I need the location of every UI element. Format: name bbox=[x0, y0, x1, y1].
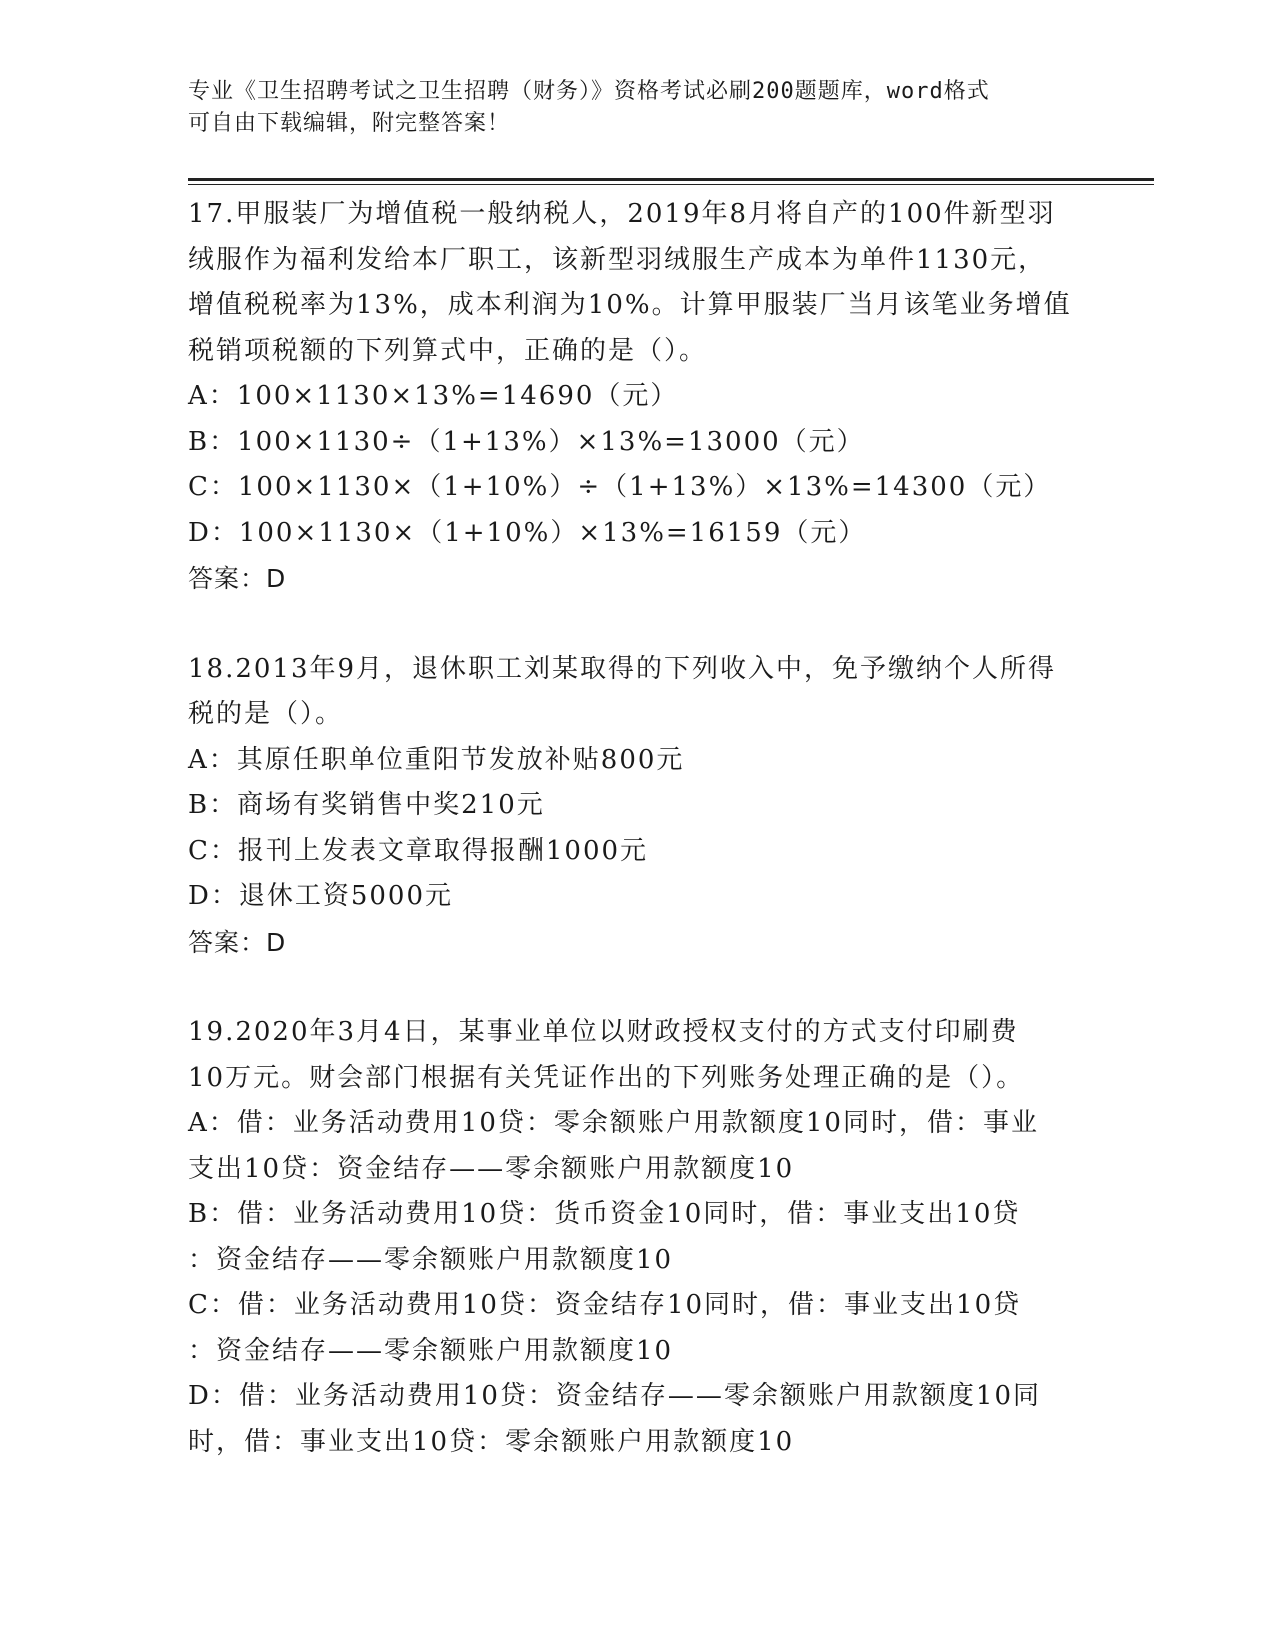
question-list bbox=[188, 192, 1088, 1465]
question-stem-line: 18.2013年9月，退休职工刘某取得的下列收入中，免予缴纳个人所得 bbox=[188, 653, 1057, 684]
option-d: D：100×1130×（1+10%）×13%=16159（元） bbox=[188, 517, 867, 548]
question-spacer bbox=[188, 602, 1088, 647]
option-b-continued: ：资金结存——零余额账户用款额度10 bbox=[188, 1244, 674, 1275]
option-b: B：商场有奖销售中奖210元 bbox=[188, 790, 545, 820]
option-b: B：100×1130÷（1+13%）×13%=13000（元） bbox=[188, 426, 865, 457]
question-stem-line: 增值税税率为13%，成本利润为10%。计算甲服装厂当月该笔业务增值 bbox=[188, 290, 1072, 320]
question-stem-line: 10万元。财会部门根据有关凭证作出的下列账务处理正确的是（）。 bbox=[188, 1062, 1025, 1093]
question-18 bbox=[188, 647, 1088, 966]
option-c: C：100×1130×（1+10%）÷（1+13%）×13%=14300（元） bbox=[188, 472, 1052, 502]
option-b: B：借：业务活动费用10贷：货币资金10同时，借：事业支出10贷 bbox=[188, 1199, 1021, 1229]
header-line-2: 可自由下载编辑，附完整答案！ bbox=[188, 111, 511, 136]
option-d: D：借：业务活动费用10贷：资金结存——零余额账户用款额度10同 bbox=[188, 1381, 1042, 1411]
header-divider-thin bbox=[188, 184, 1154, 185]
option-a: A：其原任职单位重阳节发放补贴800元 bbox=[188, 744, 685, 775]
document-header bbox=[188, 76, 1088, 140]
option-c: C：报刊上发表文章取得报酬1000元 bbox=[188, 835, 649, 866]
header-divider-thick bbox=[188, 178, 1154, 181]
option-a-continued: 支出10贷：资金结存——零余额账户用款额度10 bbox=[188, 1153, 795, 1184]
option-a: A：100×1130×13%=14690（元） bbox=[188, 381, 679, 411]
answer-label: 答案：D bbox=[188, 927, 287, 957]
question-stem-line: 税的是（）。 bbox=[188, 699, 344, 729]
option-a: A：借：业务活动费用10贷：零余额账户用款额度10同时，借：事业 bbox=[188, 1108, 1039, 1138]
option-d-continued: 时，借：事业支出10贷：零余额账户用款额度10 bbox=[188, 1426, 795, 1457]
answer-label: 答案：D bbox=[188, 564, 287, 593]
question-stem-line: 税销项税额的下列算式中，正确的是（）。 bbox=[188, 335, 708, 366]
option-d: D：退休工资5000元 bbox=[188, 881, 454, 911]
option-c-continued: ：资金结存——零余额账户用款额度10 bbox=[188, 1335, 674, 1366]
question-stem-line: 17.甲服装厂为增值税一般纳税人，2019年8月将自产的100件新型羽 bbox=[188, 199, 1056, 229]
option-c: C：借：业务活动费用10贷：资金结存10同时，借：事业支出10贷 bbox=[188, 1290, 1022, 1320]
question-17 bbox=[188, 192, 1088, 602]
header-line-1: 专业《卫生招聘考试之卫生招聘（财务）》资格考试必刷200题题库，word格式 bbox=[188, 79, 990, 104]
question-stem-line: 绒服作为福利发给本厂职工，该新型羽绒服生产成本为单件1130元， bbox=[188, 244, 1047, 275]
question-stem-line: 19.2020年3月4日，某事业单位以财政授权支付的方式支付印刷费 bbox=[188, 1017, 1019, 1047]
question-spacer bbox=[188, 965, 1088, 1010]
question-19 bbox=[188, 1010, 1088, 1465]
